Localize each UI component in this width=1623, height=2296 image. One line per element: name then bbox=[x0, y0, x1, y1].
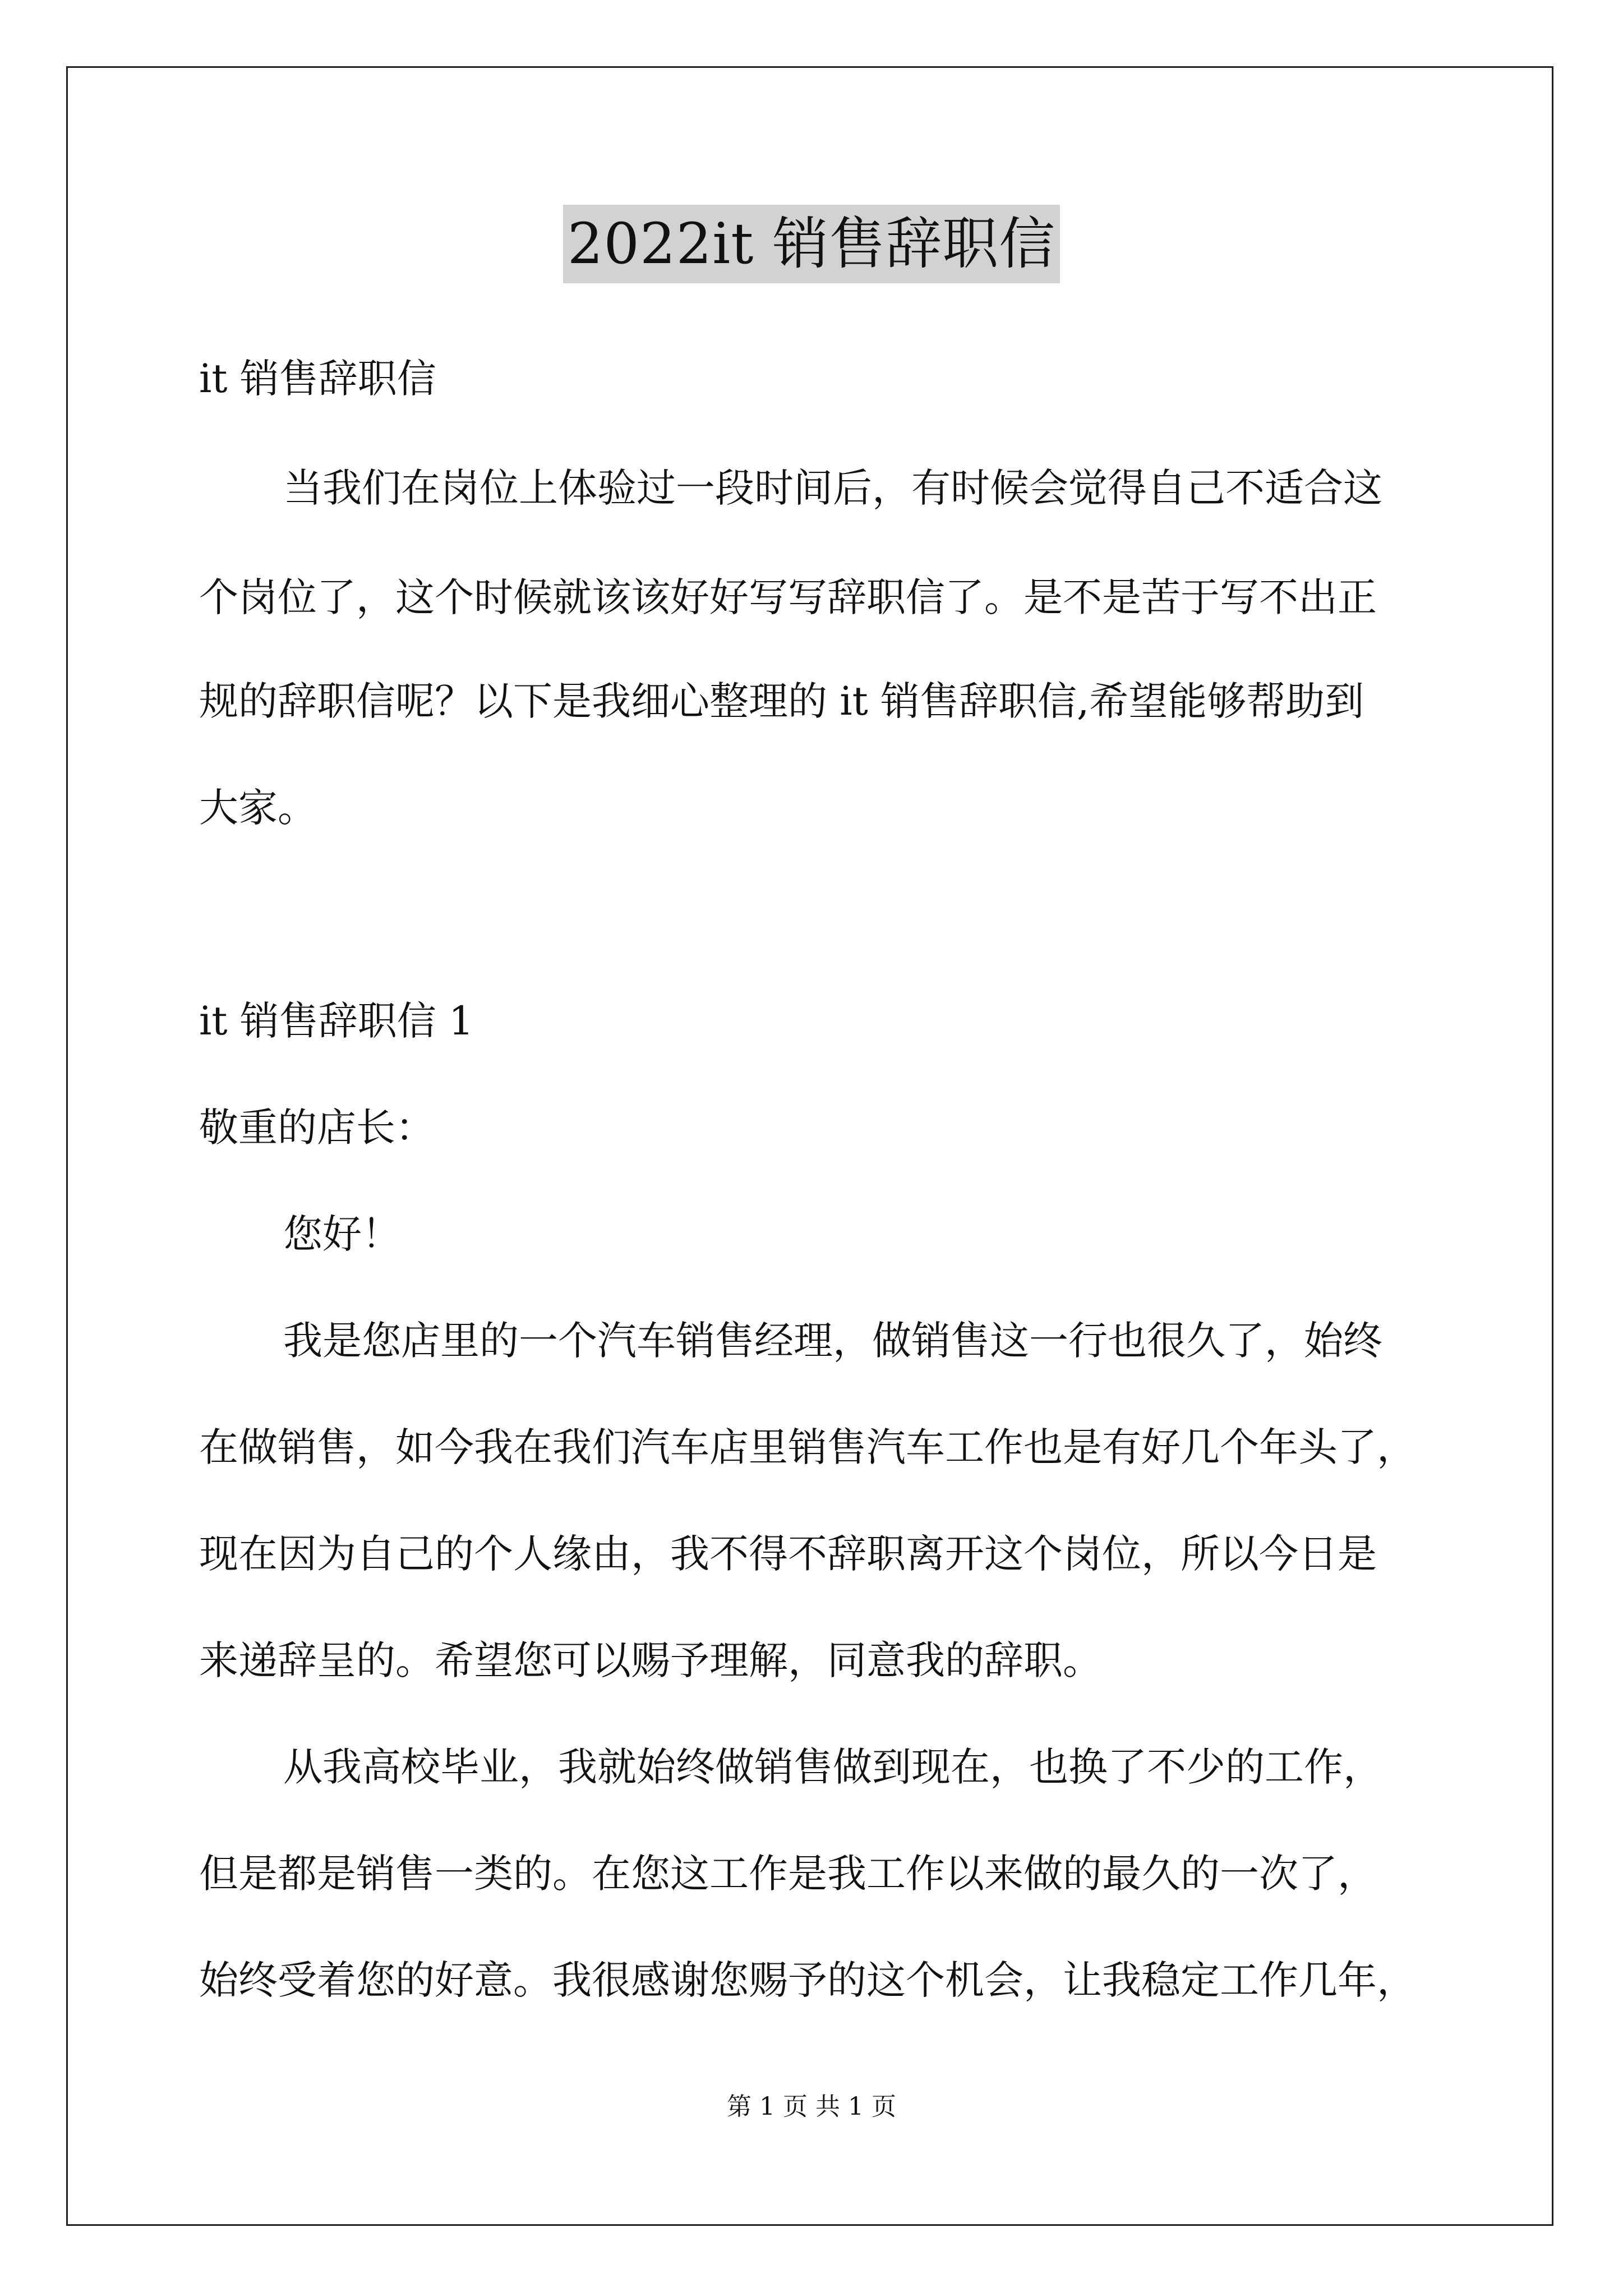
subtitle: it 销售辞职信 bbox=[199, 356, 436, 402]
salutation: 敬重的店长： bbox=[199, 1105, 435, 1151]
body-paragraph-line: 现在因为自己的个人缘由，我不得不辞职离开这个岗位，所以今日是 bbox=[199, 1531, 1377, 1577]
intro-paragraph-line: 个岗位了，这个时候就该该好好写写辞职信了。是不是苦于写不出正 bbox=[199, 574, 1377, 620]
body-paragraph-line: 来递辞呈的。希望您可以赐予理解，同意我的辞职。 bbox=[199, 1637, 1102, 1683]
intro-paragraph-line: 大家。 bbox=[199, 785, 317, 831]
section-heading: it 销售辞职信 1 bbox=[199, 998, 474, 1044]
body-paragraph-line: 但是都是销售一类的。在您这工作是我工作以来做的最久的一次了， bbox=[199, 1851, 1377, 1897]
page-footer: 第 1 页 共 1 页 bbox=[727, 2092, 896, 2121]
body-paragraph-line: 从我高校毕业，我就始终做销售做到现在，也换了不少的工作， bbox=[283, 1744, 1382, 1790]
intro-paragraph-line: 规的辞职信呢？以下是我细心整理的 it 销售辞职信,希望能够帮助到 bbox=[199, 678, 1364, 724]
intro-paragraph-line: 当我们在岗位上体验过一段时间后，有时候会觉得自己不适合这 bbox=[283, 465, 1382, 511]
body-paragraph-line: 始终受着您的好意。我很感谢您赐予的这个机会，让我稳定工作几年， bbox=[199, 1957, 1416, 2003]
body-paragraph-line: 在做销售，如今我在我们汽车店里销售汽车工作也是有好几个年头了， bbox=[199, 1424, 1416, 1470]
document-title: 2022it 销售辞职信 bbox=[563, 205, 1060, 283]
greeting: 您好！ bbox=[283, 1211, 401, 1257]
body-paragraph-line: 我是您店里的一个汽车销售经理，做销售这一行也很久了，始终 bbox=[283, 1318, 1382, 1364]
title-container bbox=[0, 205, 1623, 283]
